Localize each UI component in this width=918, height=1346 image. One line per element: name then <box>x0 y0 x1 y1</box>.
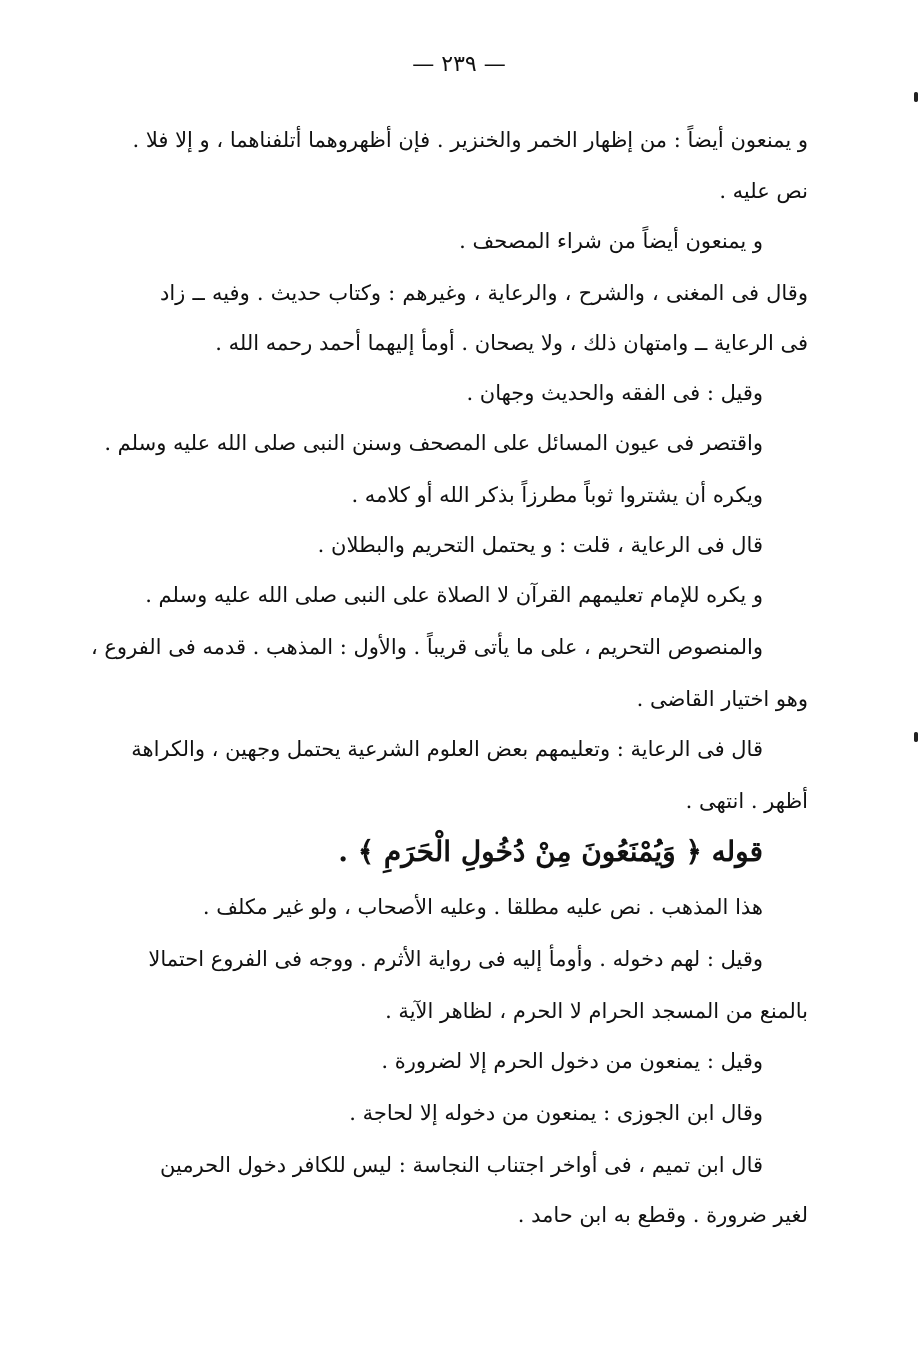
scan-edge-mark <box>914 92 918 102</box>
text-line: قال فى الرعاية : وتعليمهم بعض العلوم الشرعية يحتمل وجهين ، والكراهة <box>131 737 763 761</box>
text-line: وهو اختيار القاضى . <box>636 687 808 711</box>
text-line: ويكره أن يشتروا ثوباً مطرزاً بذكر الله أو كلامه . <box>351 483 763 507</box>
text-line: و يمنعون أيضاً من شراء المصحف . <box>459 229 763 253</box>
text-line: قال فى الرعاية ، قلت : و يحتمل التحريم والبطلان . <box>317 533 763 557</box>
text-line: فى الرعاية ــ وامتهان ذلك ، ولا يصحان . أومأ إليهما أحمد رحمه الله . <box>215 331 808 355</box>
text-line: نص عليه . <box>719 179 808 203</box>
text-line: وقال فى المغنى ، والشرح ، والرعاية ، وغيرهم : وكتاب حديث . وفيه ــ زاد <box>160 281 808 305</box>
page-number: — ٢٣٩ — <box>412 52 506 77</box>
text-line: وقيل : يمنعون من دخول الحرم إلا لضرورة . <box>381 1049 763 1073</box>
text-line: واقتصر فى عيون المسائل على المصحف وسنن النبى صلى الله عليه وسلم . <box>104 431 763 455</box>
section-heading: قوله ﴿ وَيُمْنَعُونَ مِنْ دُخُولِ الْحَرَمِ ﴾ . <box>338 835 763 868</box>
text-line: وقيل : فى الفقه والحديث وجهان . <box>466 381 763 405</box>
text-line: أظهر . انتهى . <box>685 789 808 813</box>
text-line: و يمنعون أيضاً : من إظهار الخمر والخنزير . فإن أظهروهما أتلفناهما ، و إلا فلا . <box>132 128 808 152</box>
text-line: هذا المذهب . نص عليه مطلقا . وعليه الأصحاب ، ولو غير مكلف . <box>202 895 763 919</box>
text-line: بالمنع من المسجد الحرام لا الحرم ، لظاهر الآية . <box>385 999 808 1023</box>
text-line: لغير ضرورة . وقطع به ابن حامد . <box>517 1203 808 1227</box>
text-line: و يكره للإمام تعليمهم القرآن لا الصلاة على النبى صلى الله عليه وسلم . <box>145 583 763 607</box>
scan-edge-mark <box>914 732 918 742</box>
text-line: وقال ابن الجوزى : يمنعون من دخوله إلا لحاجة . <box>349 1101 763 1125</box>
text-line: قال ابن تميم ، فى أواخر اجتناب النجاسة : ليس للكافر دخول الحرمين <box>160 1153 763 1177</box>
text-line: وقيل : لهم دخوله . وأومأ إليه فى رواية الأثرم . ووجه فى الفروع احتمالا <box>148 947 763 971</box>
text-line: والمنصوص التحريم ، على ما يأتى قريباً . والأول : المذهب . قدمه فى الفروع ، <box>90 635 763 659</box>
